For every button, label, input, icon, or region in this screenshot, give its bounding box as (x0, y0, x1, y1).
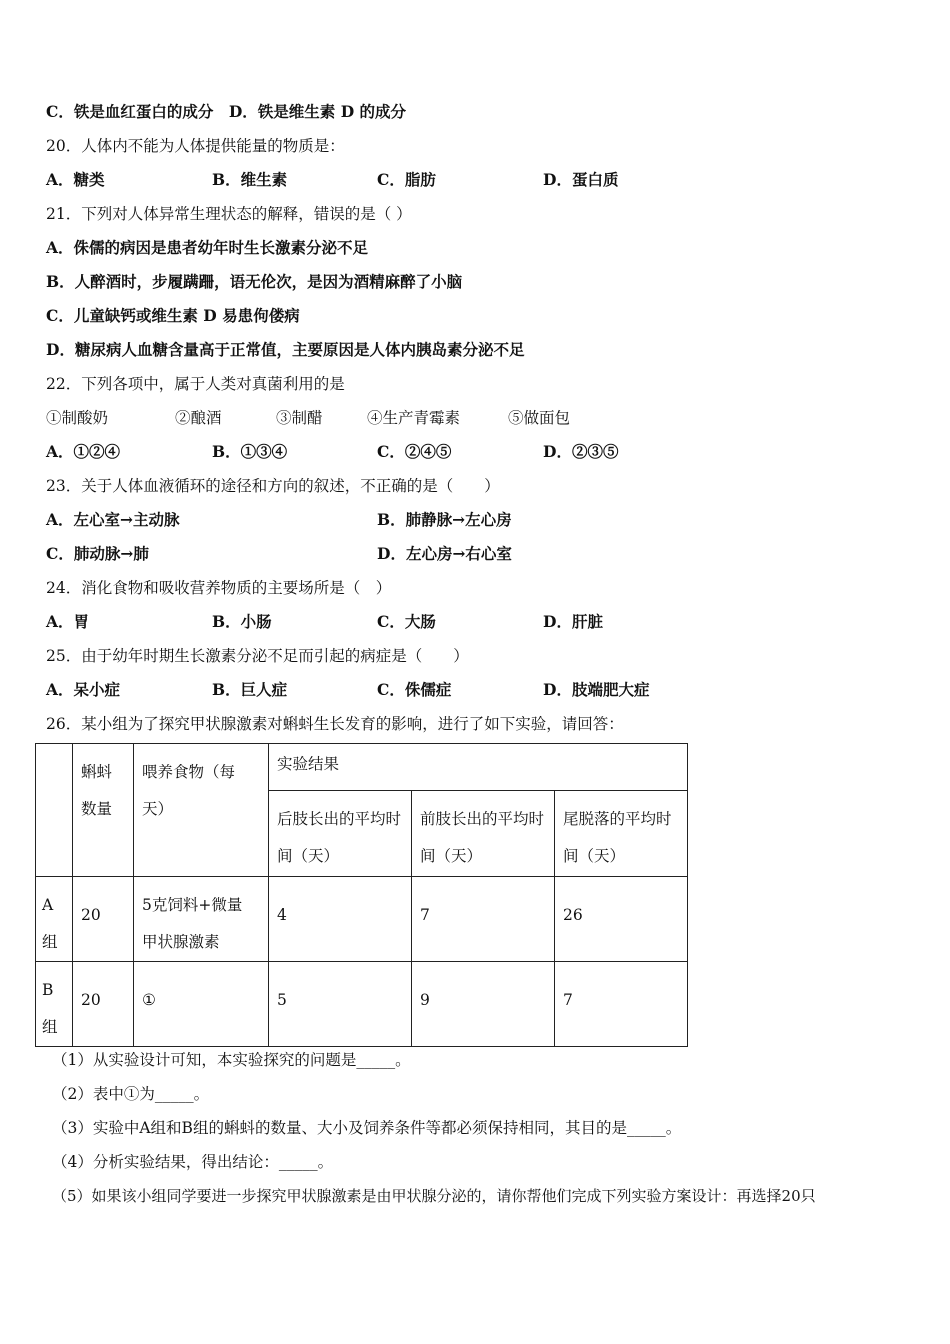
q19-options-row (46, 102, 406, 122)
q23-option-d: D．左心房→右心室 (377, 544, 512, 563)
q19-option-c: C．铁是血红蛋白的成分 (46, 102, 214, 121)
header-blank-cell (36, 744, 73, 877)
q25-option-c: C．侏儒症 (377, 680, 452, 699)
q26-stem: 26．某小组为了探究甲状腺激素对蝌蚪生长发育的影响，进行了如下实验，请回答： (46, 715, 624, 733)
q20-option-d: D．蛋白质 (543, 170, 619, 189)
group-a-fore: 7 (412, 877, 555, 962)
q22-option-d: D．②③⑤ (543, 442, 619, 461)
q26-sub-4: （4）分析实验结果，得出结论：_____。 (52, 1153, 334, 1171)
q26-sub-5: （5）如果该小组同学要进一步探究甲状腺激素是由甲状腺分泌的，请你帮他们完成下列实验方案设计：再选择20只 (52, 1187, 816, 1205)
q21-stem: 21．下列对人体异常生理状态的解释，错误的是（ ） (46, 205, 412, 223)
q23-option-c: C．肺动脉→肺 (46, 544, 149, 563)
q25-option-d: D．肢端肥大症 (543, 680, 650, 699)
q24-option-b: B．小肠 (212, 612, 272, 631)
header-result: 实验结果 (269, 744, 688, 791)
header-hind-legs: 后肢长出的平均时间（天） (269, 791, 412, 877)
q24-stem: 24．消化食物和吸收营养物质的主要场所是（ ） (46, 579, 392, 597)
experiment-table (35, 743, 688, 1047)
table-row (36, 877, 688, 962)
q21-option-a: A．侏儒的病因是患者幼年时生长激素分泌不足 (46, 238, 369, 257)
q19-option-d: D．铁是维生素 D 的成分 (228, 102, 407, 121)
q22-item-5: ⑤做面包 (508, 409, 571, 427)
q23-option-b: B．肺静脉→左心房 (377, 510, 512, 529)
q26-sub-1: （1）从实验设计可知，本实验探究的问题是_____。 (52, 1051, 411, 1069)
q22-option-a: A．①②④ (46, 442, 121, 461)
group-a-hind: 4 (269, 877, 412, 962)
group-a-label: A组 (36, 877, 73, 962)
group-b-label: B组 (36, 962, 73, 1047)
q20-option-c: C．脂肪 (377, 170, 436, 189)
q22-option-c: C．②④⑤ (377, 442, 452, 461)
group-a-tail: 26 (555, 877, 688, 962)
header-food: 喂养食物（每天） (134, 744, 269, 877)
group-a-food: 5克饲料+微量甲状腺激素 (134, 877, 269, 962)
q25-option-a: A．呆小症 (46, 680, 121, 699)
header-count: 蝌蚪数量 (73, 744, 134, 877)
group-a-count: 20 (73, 877, 134, 962)
q25-stem: 25．由于幼年时期生长激素分泌不足而引起的病症是（ ） (46, 647, 469, 665)
header-fore-legs: 前肢长出的平均时间（天） (412, 791, 555, 877)
q22-item-3: ③制醋 (276, 409, 323, 427)
q25-option-b: B．巨人症 (212, 680, 288, 699)
q22-option-b: B．①③④ (212, 442, 288, 461)
q20-option-a: A．糖类 (46, 170, 105, 189)
q26-sub-2: （2）表中①为_____。 (52, 1085, 210, 1103)
q20-stem: 20．人体内不能为人体提供能量的物质是： (46, 137, 345, 155)
q22-item-2: ②酿酒 (175, 409, 222, 427)
group-b-hind: 5 (269, 962, 412, 1047)
q22-stem: 22．下列各项中，属于人类对真菌利用的是 (46, 375, 345, 393)
q24-option-d: D．肝脏 (543, 612, 603, 631)
q21-option-b: B．人醉酒时，步履蹒跚，语无伦次，是因为酒精麻醉了小脑 (46, 272, 463, 291)
q26-sub-3: （3）实验中A组和B组的蝌蚪的数量、大小及饲养条件等都必须保持相同，其目的是_____。 (52, 1119, 682, 1137)
group-b-fore: 9 (412, 962, 555, 1047)
q24-option-c: C．大肠 (377, 612, 436, 631)
q21-option-c: C．儿童缺钙或维生素 D 易患佝偻病 (46, 306, 300, 325)
q22-item-4: ④生产青霉素 (367, 409, 461, 427)
group-b-food: ① (134, 962, 269, 1047)
q23-option-a: A．左心室→主动脉 (46, 510, 180, 529)
group-b-count: 20 (73, 962, 134, 1047)
q21-option-d: D．糖尿病人血糖含量高于正常值，主要原因是人体内胰岛素分泌不足 (46, 340, 525, 359)
q22-item-1: ①制酸奶 (46, 409, 109, 427)
group-b-tail: 7 (555, 962, 688, 1047)
table-row (36, 962, 688, 1047)
header-tail-drop: 尾脱落的平均时间（天） (555, 791, 688, 877)
q20-option-b: B．维生素 (212, 170, 288, 189)
q23-stem: 23．关于人体血液循环的途径和方向的叙述，不正确的是（ ） (46, 477, 500, 495)
q24-option-a: A．胃 (46, 612, 90, 631)
